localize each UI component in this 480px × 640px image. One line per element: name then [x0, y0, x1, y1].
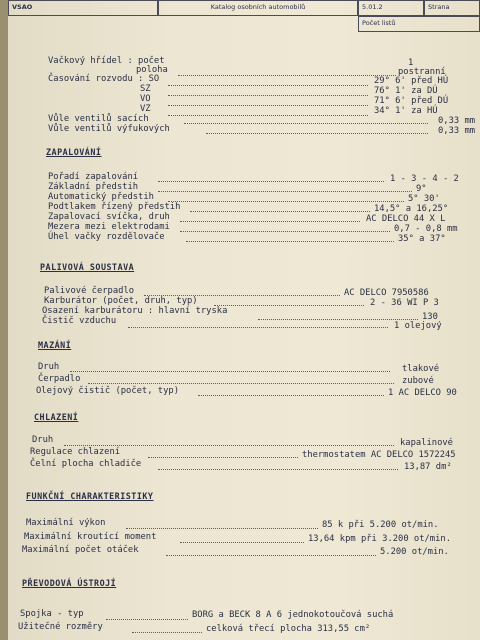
- header-strana: Strana: [424, 0, 480, 16]
- prevodova-label-0: Spojka - typ: [20, 609, 84, 619]
- dots: [158, 190, 412, 192]
- zapalovani-value-0: 1 - 3 - 4 - 2: [390, 174, 459, 184]
- dots: [148, 456, 298, 458]
- casovani-vz-value: 34° 1' za HÚ: [374, 106, 438, 116]
- vule-vyfukovych-value: 0,33 mm: [438, 126, 476, 136]
- vackovy-poloha-value: postranní: [398, 67, 446, 77]
- dots: [214, 304, 364, 306]
- vule-sacich-value: 0,33 mm: [438, 116, 476, 126]
- dots: [180, 220, 360, 222]
- palivova-value-3: 1 olejový: [394, 321, 442, 331]
- dots: [180, 230, 390, 232]
- dots: [168, 200, 404, 202]
- palivova-label-0: Palivové čerpadlo: [44, 286, 135, 296]
- dots: [168, 114, 368, 116]
- palivova-value-2: 130: [422, 312, 438, 322]
- zapalovani-label-4: Zapalovací svíčka, druh: [48, 212, 170, 222]
- dots: [158, 468, 398, 470]
- chlazeni-label-0: Druh: [32, 435, 54, 445]
- dots: [128, 326, 388, 328]
- funkcni-label-1: Maximální kroutící moment: [24, 532, 157, 542]
- dots: [158, 180, 384, 182]
- section-chlazeni: CHLAZENÍ: [34, 412, 79, 422]
- funkcni-value-1: 13,64 kpm při 3.200 ot/min.: [308, 534, 451, 544]
- zapalovani-label-5: Mezera mezi elektrodami: [48, 222, 170, 232]
- palivova-value-1: 2 - 36 WI P 3: [370, 298, 439, 308]
- zapalovani-value-1: 9°: [416, 184, 427, 194]
- dots: [126, 527, 318, 529]
- zapalovani-label-3: Podtlakem řízený předstih: [48, 202, 181, 212]
- zapalovani-value-5: 0,7 - 0,8 mm: [394, 224, 458, 234]
- mazani-label-1: Čerpadlo: [38, 374, 81, 384]
- palivova-value-0: AC DELCO 7950586: [344, 288, 429, 298]
- section-mazani: MAZÁNÍ: [38, 340, 72, 350]
- dots: [88, 382, 394, 384]
- casovani-label: Časování rozvodu : SO: [48, 74, 160, 84]
- chlazeni-value-1: thermostatem AC DELCO 1572245: [302, 450, 456, 460]
- dots: [168, 84, 368, 86]
- section-zapalovani: ZAPALOVÁNÍ: [46, 147, 102, 157]
- zapalovani-label-0: Pořadí zapalování: [48, 172, 139, 182]
- dots: [178, 74, 396, 76]
- funkcni-label-0: Maximální výkon: [26, 518, 106, 528]
- dots: [64, 444, 394, 446]
- section-prevodova-ustroji: PŘEVODOVÁ ÚSTROJÍ: [22, 578, 117, 588]
- prevodova-label-1: Užitečné rozměry: [18, 622, 103, 632]
- casovani-so-value: 29° 6' před HÚ: [374, 76, 449, 86]
- section-palivova-soustava: PALIVOVÁ SOUSTAVA: [40, 262, 135, 272]
- casovani-key-sz: SZ: [140, 84, 151, 94]
- mazani-label-0: Druh: [38, 362, 60, 372]
- vackovy-label: Vačkový hřídel : počet: [48, 56, 165, 66]
- chlazeni-label-2: Čelní plocha chladiče: [30, 459, 142, 469]
- vule-sacich-label: Vůle ventilů sacích: [48, 114, 149, 124]
- dots: [186, 240, 394, 242]
- vule-vyfukovych-label: Vůle ventilů výfukových: [48, 124, 170, 134]
- palivova-label-3: Čistič vzduchu: [42, 316, 117, 326]
- header-pocet-listu: Počet listů: [358, 16, 480, 32]
- prevodova-value-0: BORG a BECK 8 A 6 jednokotoučová suchá: [192, 610, 394, 620]
- casovani-key-vz: VZ: [140, 104, 151, 114]
- funkcni-value-2: 5.200 ot/min.: [380, 547, 449, 557]
- funkcni-label-2: Maximální počet otáček: [22, 545, 139, 555]
- dots: [132, 631, 202, 633]
- header-title: Katalog osobních automobilů: [158, 0, 358, 16]
- header-org: VSAO: [8, 0, 158, 16]
- chlazeni-value-2: 13,87 dm²: [404, 462, 452, 472]
- chlazeni-label-1: Regulace chlazení: [30, 447, 121, 457]
- funkcni-value-0: 85 k při 5.200 ot/min.: [322, 520, 439, 530]
- dots: [166, 554, 376, 556]
- vackovy-poloha-label: poloha: [136, 65, 168, 75]
- casovani-key-vo: VO: [140, 94, 151, 104]
- section-funkcni-charakteristiky: FUNKČNÍ CHARAKTERISTIKY: [26, 491, 154, 501]
- document-page: [8, 0, 480, 640]
- zapalovani-value-3: 14,5° a 16,25°: [374, 204, 449, 214]
- dots: [106, 618, 188, 620]
- zapalovani-value-6: 35° a 37°: [398, 234, 446, 244]
- header: [8, 0, 480, 32]
- zapalovani-label-1: Základní předstih: [48, 182, 139, 192]
- dots: [168, 94, 368, 96]
- zapalovani-label-6: Úhel vačky rozdělovače: [48, 232, 165, 242]
- dots: [180, 541, 304, 543]
- dots: [168, 104, 368, 106]
- dots: [70, 370, 390, 372]
- dots: [206, 132, 428, 134]
- zapalovani-label-2: Automatický předstih: [48, 192, 154, 202]
- mazani-label-2: Olejový čistič (počet, typ): [36, 386, 179, 396]
- zapalovani-value-4: AC DELCO 44 X L: [366, 214, 446, 224]
- casovani-vo-value: 71° 6' před DÚ: [374, 96, 449, 106]
- vackovy-pocet-value: 1: [408, 58, 414, 68]
- palivova-label-2: Osazení karburátoru : hlavní tryska: [42, 306, 228, 316]
- prevodova-value-1: celková třecí plocha 313,55 cm²: [206, 624, 371, 634]
- mazani-value-0: tlakové: [402, 364, 440, 374]
- dots: [198, 394, 384, 396]
- header-code: 5.01.2: [358, 0, 424, 16]
- dots: [184, 122, 428, 124]
- mazani-value-1: zubové: [402, 376, 434, 386]
- chlazeni-value-0: kapalinové: [400, 438, 453, 448]
- zapalovani-value-2: 5° 30': [408, 194, 440, 204]
- casovani-sz-value: 76° 1' za DÚ: [374, 86, 438, 96]
- dots: [190, 210, 370, 212]
- palivova-label-1: Karburátor (počet, druh, typ): [44, 296, 198, 306]
- dots: [258, 318, 418, 320]
- mazani-value-2: 1 AC DELCO 90: [388, 388, 457, 398]
